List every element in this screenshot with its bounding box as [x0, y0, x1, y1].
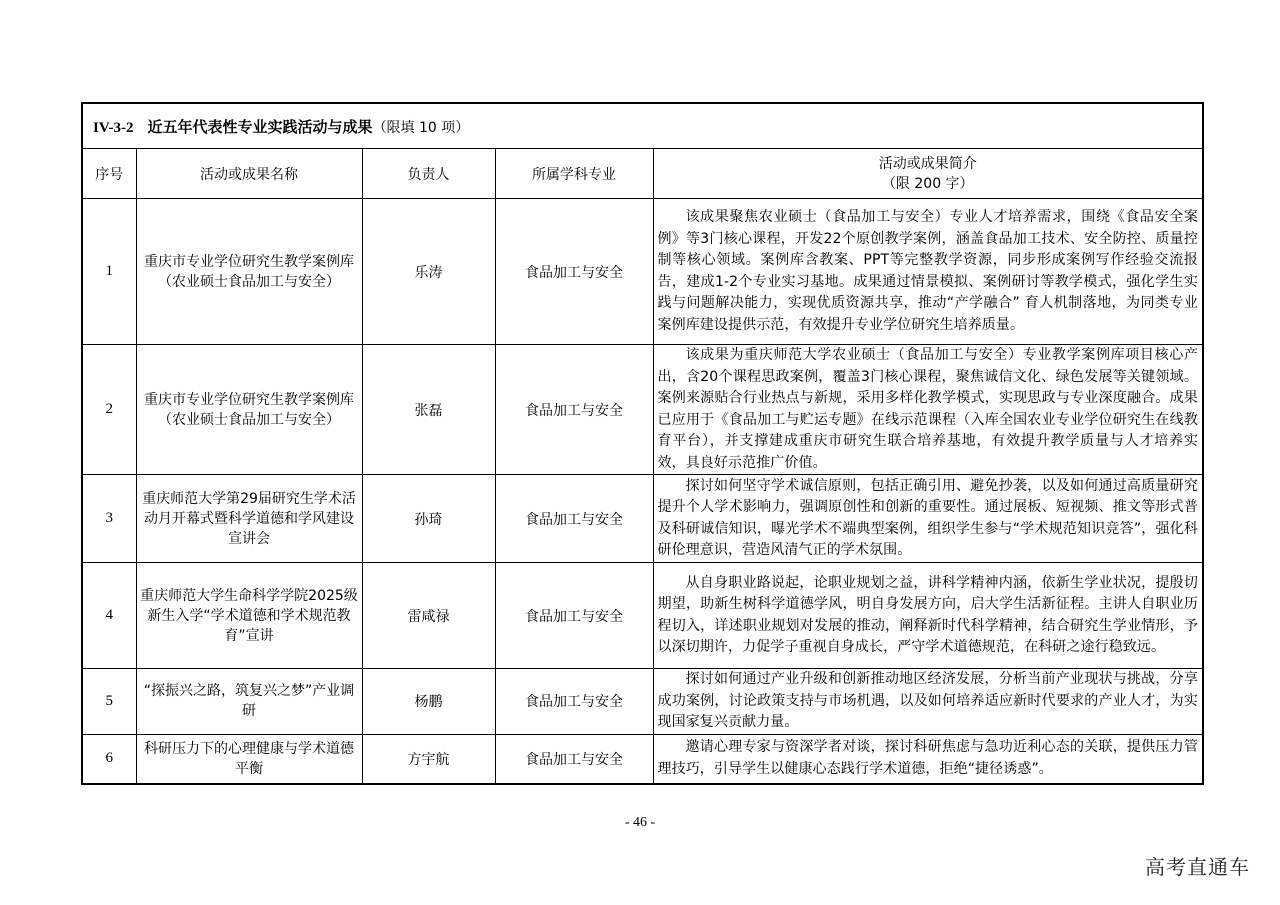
header-desc-title: 活动或成果简介: [878, 155, 977, 172]
header-name: 活动或成果名称: [136, 149, 362, 199]
row-name: 重庆市专业学位研究生教学案例库（农业硕士食品加工与安全）: [136, 345, 362, 475]
row-name: 重庆师范大学第29届研究生学术活动月开幕式暨科学道德和学风建设宣讲会: [136, 475, 362, 563]
row-seq: 3: [82, 475, 136, 563]
row-name: “探振兴之路，筑复兴之梦”产业调研: [136, 669, 362, 735]
header-desc: [653, 149, 1203, 199]
header-desc-limit: （限 200 字）: [881, 175, 974, 192]
section-limit: （限填 10 项）: [372, 119, 470, 136]
table-row: [82, 669, 1203, 735]
table-row: [82, 199, 1203, 345]
row-seq: 5: [82, 669, 136, 735]
row-subject: 食品加工与安全: [495, 734, 653, 784]
row-desc: 从自身职业路说起，论职业规划之益，讲科学精神内涵，依新生学业状况，提殷切期望，助新生树科学道德学风，明自身发展方向，启大学生活新征程。主讲人自职业历程切入，详述职业规划对发展的推动，阐释新时代科学精神，结合研究生学业情形，予以深切期许，力促学子重视自身成长，严守学术道德规范，在科研之途行稳致远。: [653, 563, 1203, 669]
section-title: 近五年代表性专业实践活动与成果: [147, 117, 373, 136]
row-seq: 1: [82, 199, 136, 345]
row-leader: 杨鹏: [362, 669, 495, 735]
table-title: [82, 103, 1203, 149]
table-row: [82, 345, 1203, 475]
row-desc: 探讨如何通过产业升级和创新推动地区经济发展，分析当前产业现状与挑战，分享成功案例，讨论政策支持与市场机遇，以及如何培养适应新时代要求的产业人才，为实现国家复兴贡献力量。: [653, 669, 1203, 735]
row-desc: 邀请心理专家与资深学者对谈，探讨科研焦虑与急功近利心态的关联，提供压力管理技巧，引导学生以健康心态践行学术道德，拒绝“捷径诱惑”。: [653, 734, 1203, 784]
table-row: [82, 563, 1203, 669]
row-subject: 食品加工与安全: [495, 345, 653, 475]
row-name: 科研压力下的心理健康与学术道德平衡: [136, 734, 362, 784]
practice-activities-table: [81, 102, 1204, 785]
table-row: [82, 475, 1203, 563]
row-subject: 食品加工与安全: [495, 563, 653, 669]
row-name: 重庆市专业学位研究生教学案例库（农业硕士食品加工与安全）: [136, 199, 362, 345]
table-row: [82, 734, 1203, 784]
row-name: 重庆师范大学生命科学学院2025级新生入学“学术道德和学术规范教育”宣讲: [136, 563, 362, 669]
row-leader: 孙琦: [362, 475, 495, 563]
header-seq: 序号: [82, 149, 136, 199]
row-leader: 张磊: [362, 345, 495, 475]
row-leader: 乐涛: [362, 199, 495, 345]
row-subject: 食品加工与安全: [495, 669, 653, 735]
row-desc: 该成果聚焦农业硕士（食品加工与安全）专业人才培养需求，围绕《食品安全案例》等3门核心课程，开发22个原创教学案例，涵盖食品加工技术、安全防控、质量控制等核心领域。案例库含教案、PPT等完整教学资源，同步形成案例写作经验交流报告，建成1-2个专业实习基地。成果通过情景模拟、案例研讨等教学模式，强化学生实践与问题解决能力，实现优质资源共享，推动“产学融合” 育人机制落地，为同类专业案例库建设提供示范，有效提升专业学位研究生培养质量。: [653, 199, 1203, 345]
row-seq: 6: [82, 734, 136, 784]
row-leader: 方宇航: [362, 734, 495, 784]
header-row: [82, 149, 1203, 199]
row-subject: 食品加工与安全: [495, 475, 653, 563]
header-subject: 所属学科专业: [495, 149, 653, 199]
row-seq: 2: [82, 345, 136, 475]
row-leader: 雷咸禄: [362, 563, 495, 669]
section-code: IV-3-2: [93, 119, 134, 136]
row-desc: 该成果为重庆师范大学农业硕士（食品加工与安全）专业教学案例库项目核心产出，含20个课程思政案例，覆盖3门核心课程，聚焦诚信文化、绿色发展等关键领域。案例来源贴合行业热点与新规，采用多样化教学模式，实现思政与专业深度融合。成果已应用于《食品加工与贮运专题》在线示范课程（入库全国农业专业学位研究生在线教育平台），并支撑建成重庆市研究生联合培养基地，有效提升教学质量与人才培养实效，具良好示范推广价值。: [653, 345, 1203, 475]
watermark: 高考直通车: [1145, 855, 1250, 879]
row-seq: 4: [82, 563, 136, 669]
page-number: - 46 -: [624, 815, 656, 830]
header-leader: 负责人: [362, 149, 495, 199]
row-desc: 探讨如何坚守学术诚信原则，包括正确引用、避免抄袭，以及如何通过高质量研究提升个人学术影响力，强调原创性和创新的重要性。通过展板、短视频、推文等形式普及科研诚信知识，曝光学术不端典型案例，组织学生参与“学术规范知识竞答”，强化科研伦理意识，营造风清气正的学术氛围。: [653, 475, 1203, 563]
row-subject: 食品加工与安全: [495, 199, 653, 345]
